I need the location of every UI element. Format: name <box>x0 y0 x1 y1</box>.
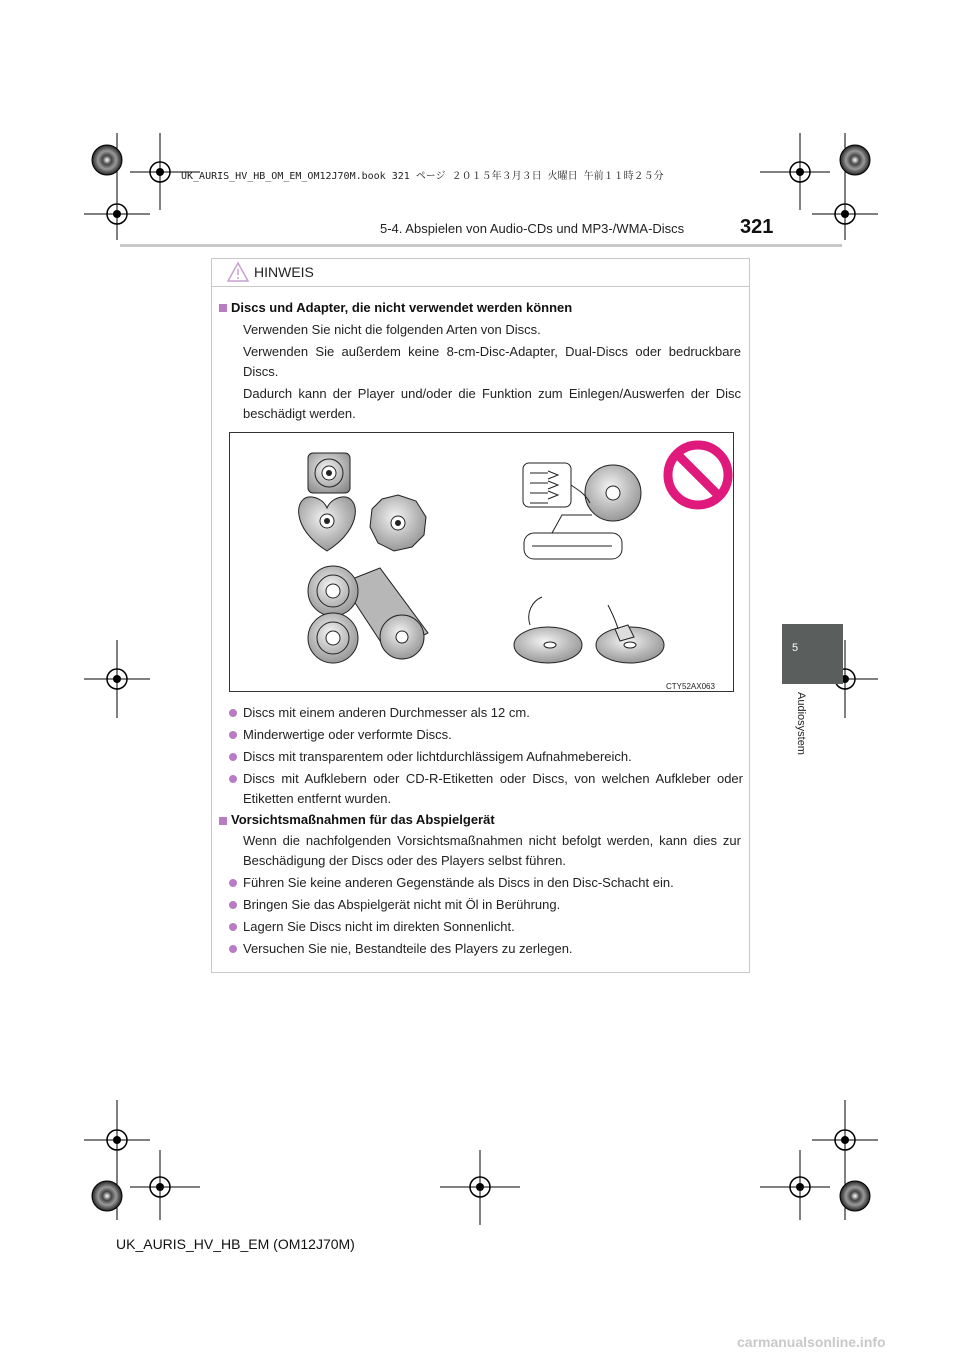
section1-heading: Discs und Adapter, die nicht verwendet werden können <box>231 300 573 315</box>
bullet-item: Lagern Sie Discs nicht im direkten Sonnenlicht. <box>243 919 515 934</box>
section2-paragraph: Wenn die nachfolgenden Vorsichtsmaßnahmen nicht befolgt werden, kann dies zur Beschädigung der Discs oder des Players selbst führen. <box>243 833 741 868</box>
section-title: 5-4. Abspielen von Audio-CDs und MP3-/WMA-Discs <box>380 221 685 236</box>
polygon-disc-icon <box>370 495 426 551</box>
bullet-marker <box>229 923 237 931</box>
section-marker <box>219 304 227 312</box>
bullet-marker <box>229 709 237 717</box>
footer-code: UK_AURIS_HV_HB_EM (OM12J70M) <box>116 1236 355 1252</box>
bullet-item: Discs mit Aufklebern oder CD-R-Etiketten oder Discs, von welchen Aufkleber oder Etiketten entfernt wurden. <box>243 771 743 806</box>
prohibition-icon <box>668 445 728 505</box>
page-number: 321 <box>740 216 774 238</box>
bullet-marker <box>229 879 237 887</box>
bullet-item: Discs mit transparentem oder lichtdurchlässigem Aufnahmebereich. <box>243 749 632 764</box>
note-title: HINWEIS <box>254 264 314 280</box>
chapter-label: Audiosystem <box>795 692 807 755</box>
warning-triangle-icon <box>226 261 250 283</box>
chapter-tab <box>782 624 843 684</box>
disc-illustration <box>230 433 733 691</box>
bullet-item: Minderwertige oder verformte Discs. <box>243 727 452 742</box>
bullet-marker <box>229 731 237 739</box>
section1-paragraph-2: Verwenden Sie außerdem keine 8-cm-Disc-Adapter, Dual-Discs oder bedruckbare Discs. <box>243 344 741 379</box>
illustration-frame <box>229 432 734 692</box>
header-rule <box>120 244 842 247</box>
watermark: carmanualsonline.info <box>737 1334 886 1350</box>
printable-disc-icon <box>523 463 641 559</box>
book-file-line: UK_AURIS_HV_HB_OM_EM_OM12J70M.book 321 ページ ２０１５年３月３日 火曜日 午前１１時２５分 <box>181 171 664 182</box>
adapter-disc-icon <box>308 566 428 663</box>
section2-heading: Vorsichtsmaßnahmen für das Abspielgerät <box>231 812 495 827</box>
bullet-marker <box>229 945 237 953</box>
section1-paragraph-1: Verwenden Sie nicht die folgenden Arten von Discs. <box>243 322 541 337</box>
bullet-item: Bringen Sie das Abspielgerät nicht mit Öl in Berührung. <box>243 897 561 912</box>
square-disc-icon <box>308 453 350 493</box>
figure-code: CTY52AX063 <box>666 682 715 691</box>
bullet-marker <box>229 753 237 761</box>
section1-paragraph-3: Dadurch kann der Player und/oder die Funktion zum Einlegen/Auswerfen der Disc beschädigt werden. <box>243 386 741 421</box>
bullet-item: Discs mit einem anderen Durchmesser als 12 cm. <box>243 705 530 720</box>
sticker-disc-icon <box>514 597 664 663</box>
bullet-item: Versuchen Sie nie, Bestandteile des Players zu zerlegen. <box>243 941 573 956</box>
heart-disc-icon <box>299 497 356 551</box>
section-marker <box>219 817 227 825</box>
chapter-number: 5 <box>791 642 799 654</box>
bullet-marker <box>229 901 237 909</box>
bullet-item: Führen Sie keine anderen Gegenstände als Discs in den Disc-Schacht ein. <box>243 875 674 890</box>
bullet-marker <box>229 775 237 783</box>
